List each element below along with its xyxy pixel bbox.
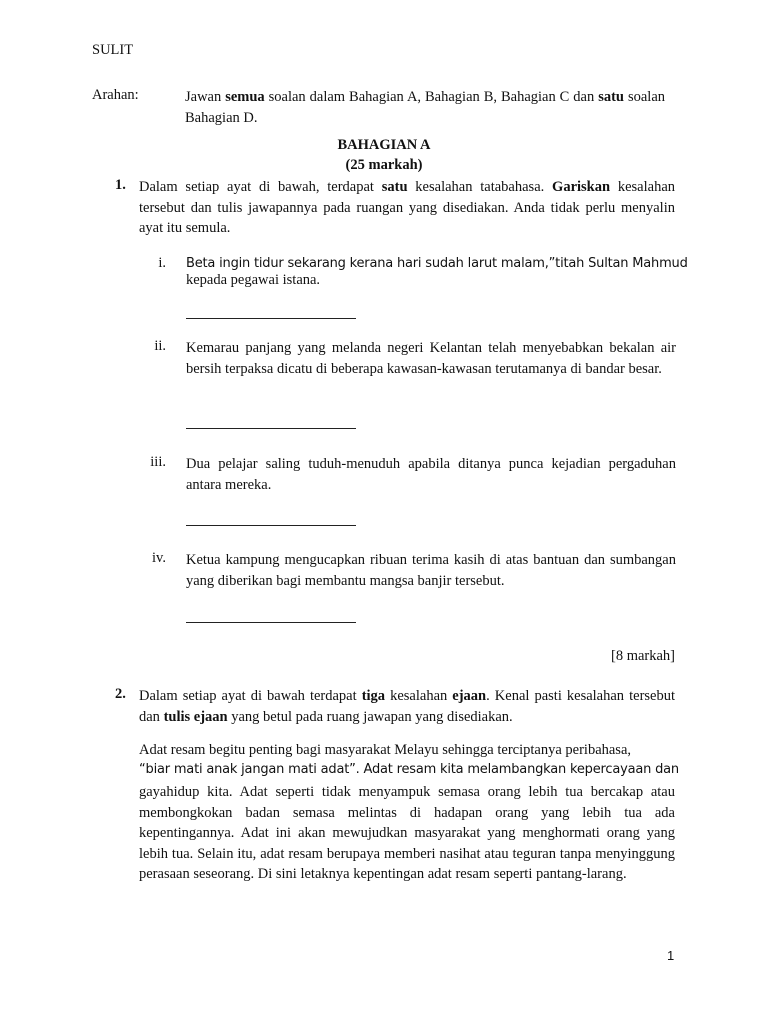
passage-line-1: Adat resam begitu penting bagi masyarakat Melayu sehingga terciptanya peribahasa, (139, 742, 632, 758)
item-iv-numeral: iv. (152, 550, 166, 566)
passage-body: gayahidup kita. Adat seperti tidak menyampuk semasa orang lebih tua bercakap atau membongkokan badan semasa melintas di hadapan orang yang lebih tua ada kepentingannya. Adat ini akan mewujudkan masyarakat yang menghormati orang yang lebih tua. Selain itu, adat resam berupaya memberi nasihat atau teguran tanpa menyinggung perasaan seseorang. Di sini letaknya kepentingan adat resam seperti pantang-larang. (139, 784, 675, 882)
question-2-instruction: Dalam setiap ayat di bawah terdapat tiga kesalahan ejaan. Kenal pasti kesalahan tersebut dan tulis ejaan yang betul pada ruang jawapan yang disediakan. (139, 688, 675, 725)
item-i-text: Beta ingin tidur sekarang kerana hari sudah larut malam,”titah Sultan Mahmud (186, 256, 688, 271)
question-1-number: 1. (115, 177, 126, 193)
answer-blank-i[interactable] (186, 318, 356, 319)
item-iv-text: Ketua kampung mengucapkan ribuan terima kasih di atas bantuan dan sumbangan yang diberikan bagi membantu mangsa banjir tersebut. (186, 552, 676, 589)
arahan-text: Jawan semua soalan dalam Bahagian A, Bahagian B, Bahagian C dan satu soalan Bahagian D. (185, 89, 665, 126)
question-1-instruction: Dalam setiap ayat di bawah, terdapat satu kesalahan tatabahasa. Gariskan kesalahan tersebut dan tulis jawapannya pada ruangan yang disediakan. Anda tidak perlu menyalin ayat itu semula. (139, 179, 676, 236)
answer-blank-iv[interactable] (186, 622, 356, 623)
section-marks: (25 markah) (345, 157, 423, 173)
item-iii-numeral: iii. (150, 454, 166, 470)
page-number: 1 (667, 948, 675, 963)
question-2-number: 2. (115, 686, 126, 702)
item-ii-numeral: ii. (154, 338, 166, 354)
item-i-text-continued: kepada pegawai istana. (186, 272, 321, 288)
item-i-numeral: i. (158, 255, 166, 271)
passage-line-2: “biar mati anak jangan mati adat”. Adat resam kita melambangkan kepercayaan dan (139, 762, 679, 777)
item-ii-text: Kemarau panjang yang melanda negeri Kelantan telah menyebabkan bekalan air bersih terpaksa dicatu di beberapa kawasan-kawasan terutamanya di bandar besar. (186, 340, 676, 377)
section-title: BAHAGIAN A (337, 137, 431, 153)
answer-blank-iii[interactable] (186, 525, 356, 526)
answer-blank-ii[interactable] (186, 428, 356, 429)
arahan-label: Arahan: (92, 87, 139, 103)
item-iii-text: Dua pelajar saling tuduh-menuduh apabila ditanya punca kejadian pergaduhan antara mereka. (186, 456, 676, 493)
question-1-marks: [8 markah] (610, 648, 675, 664)
sulit-label: SULIT (92, 42, 134, 58)
